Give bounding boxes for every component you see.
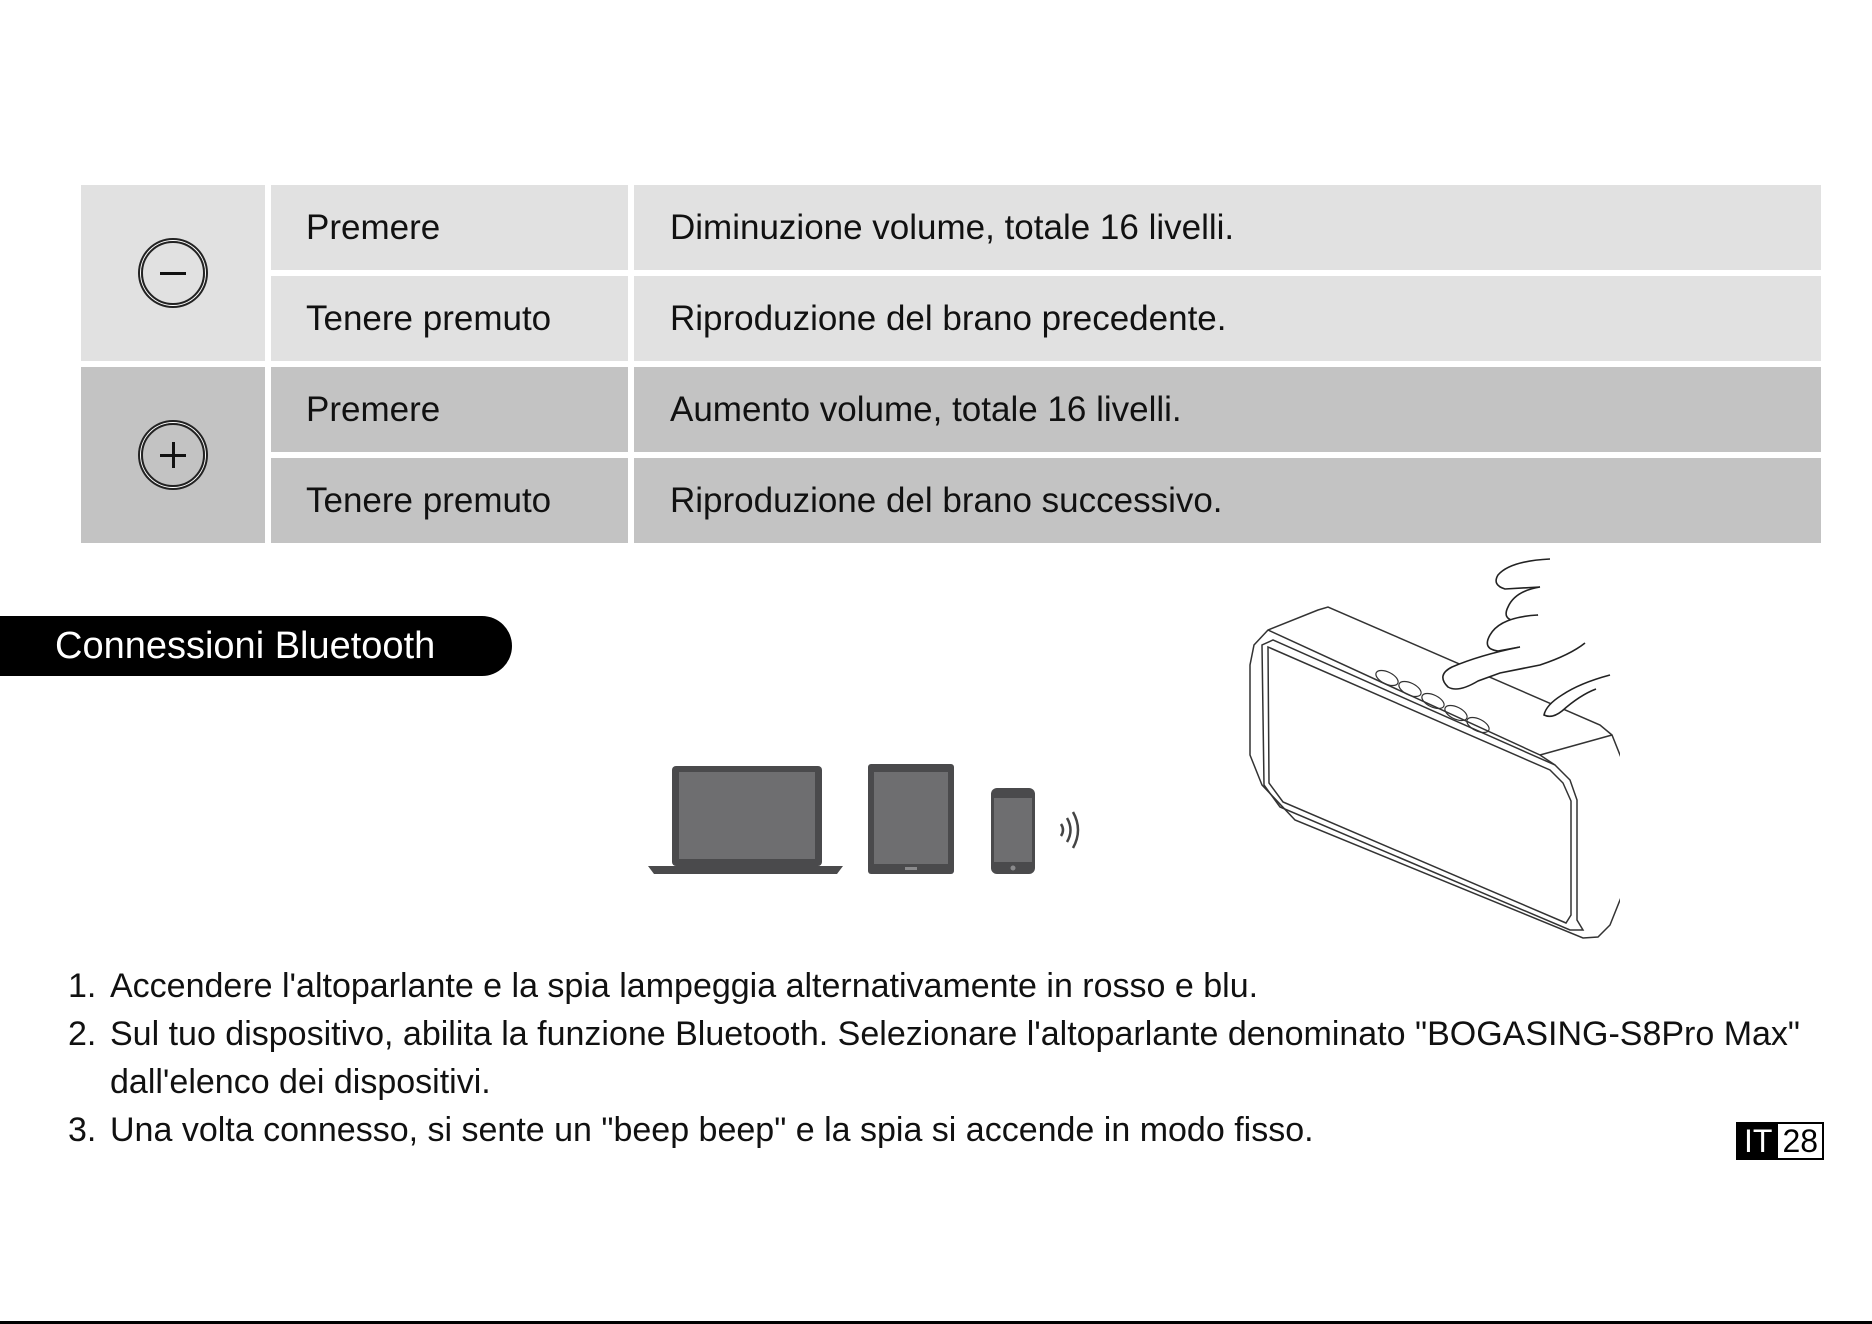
page-badge	[1736, 1122, 1824, 1160]
description-cell: Riproduzione del brano successivo.	[634, 458, 1821, 543]
instruction-step	[68, 1010, 1808, 1106]
action-cell: Tenere premuto	[271, 458, 628, 543]
plus-button-cell	[81, 367, 265, 543]
step-number: 3.	[68, 1111, 97, 1149]
laptop-icon	[648, 766, 843, 874]
action-cell: Premere	[271, 185, 628, 270]
description-cell: Diminuzione volume, totale 16 livelli.	[634, 185, 1821, 270]
description-cell: Riproduzione del brano precedente.	[634, 276, 1821, 361]
step-number: 1.	[68, 967, 97, 1005]
step-text: Una volta connesso, si sente un "beep beep" e la spia si accende in modo fisso.	[110, 1111, 1314, 1149]
devices-illustration	[645, 758, 1095, 878]
instructions-list	[68, 962, 1808, 1154]
step-text: Sul tuo dispositivo, abilita la funzione Bluetooth. Selezionare l'altoparlante denominato "BOGASING-S8Pro Max" dall'elenco dei dispositivi.	[110, 1015, 1801, 1101]
instruction-step	[68, 962, 1808, 1010]
tablet-icon	[868, 764, 954, 874]
speaker-illustration	[1240, 555, 1620, 950]
step-number: 2.	[68, 1015, 97, 1053]
minus-icon	[141, 241, 205, 305]
minus-button-cell	[81, 185, 265, 361]
language-code: IT	[1738, 1124, 1778, 1158]
step-text: Accendere l'altoparlante e la spia lampeggia alternativamente in rosso e blu.	[110, 967, 1259, 1005]
instruction-step	[68, 1106, 1808, 1154]
description-cell: Aumento volume, totale 16 livelli.	[634, 367, 1821, 452]
controls-table	[81, 185, 1821, 543]
plus-icon	[141, 423, 205, 487]
action-cell: Premere	[271, 367, 628, 452]
section-title: Connessioni Bluetooth	[55, 624, 436, 667]
section-heading	[0, 616, 512, 676]
page-number: 28	[1778, 1124, 1822, 1158]
wireless-signal-icon	[1061, 812, 1078, 848]
action-cell: Tenere premuto	[271, 276, 628, 361]
smartphone-icon	[991, 788, 1035, 874]
